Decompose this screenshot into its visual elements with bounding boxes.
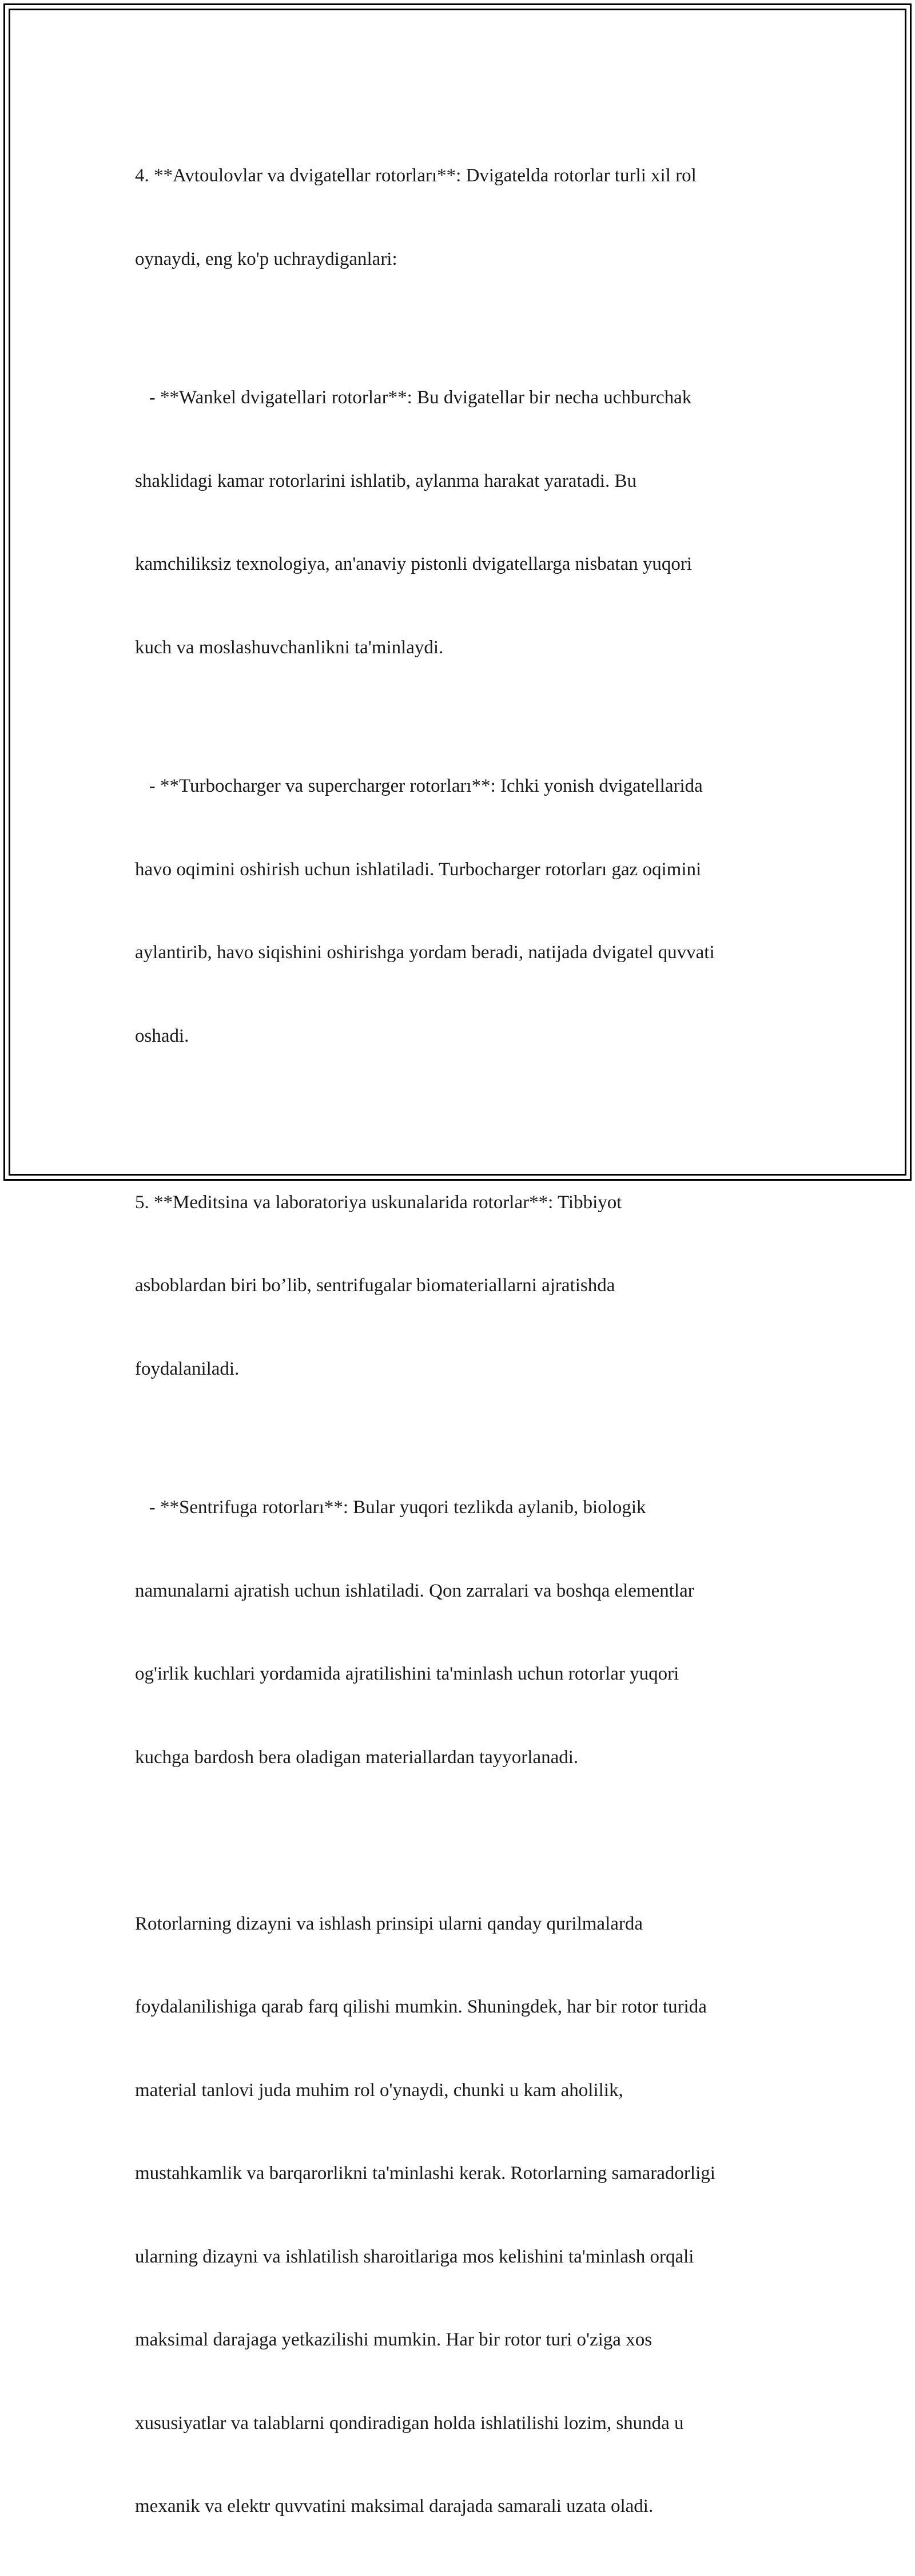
text-line: foydalaniladi. <box>135 1358 240 1379</box>
text-line: - **Wankel dvigatellari rotorlar**: Bu dvigatellar bir necha uchburchak <box>135 387 692 408</box>
text-line: maksimal darajaga yetkazilishi mumkin. Har bir rotor turi o'ziga xos <box>135 2329 653 2350</box>
text-line: oynaydi, eng ko'p uchraydiganlari: <box>135 248 397 269</box>
section-4-item-turbocharger <box>135 717 798 1105</box>
text-line: material tanlovi juda muhim rol o'ynaydi, chunki u kam aholilik, <box>135 2079 623 2101</box>
text-line: mexanik va elektr quvvatini maksimal darajada samarali uzata oladi. <box>135 2496 654 2517</box>
text-line: kuchga bardosh bera oladigan materiallardan tayyorlanadi. <box>135 1747 579 1768</box>
text-line: asboblardan biri bo’lib, sentrifugalar biomateriallarni ajratishda <box>135 1275 615 1296</box>
text-line: 4. **Avtoulovlar va dvigatellar rotorları**: Dvigatelda rotorlar turli xil rol <box>135 165 697 186</box>
text-line: oshadi. <box>135 1025 189 1046</box>
text-line: kamchiliksiz texnologiya, an'anaviy pistonli dvigatellarga nisbatan yuqori <box>135 554 693 574</box>
text-line: kuch va moslashuvchanlikni ta'minlaydi. <box>135 637 444 658</box>
text-line: shaklidagi kamar rotorlarini ishlatib, aylanma harakat yaratadi. Bu <box>135 470 636 491</box>
text-line: havo oqimini oshirish uchun ishlatiladi. Turbocharger rotorları gaz oqimini <box>135 859 702 880</box>
paragraph-gap <box>135 1827 798 1855</box>
conclusion-paragraph <box>135 1855 798 2576</box>
section-5-item-centrifuge <box>135 1438 798 1827</box>
text-line: foydalanilishiga qarab farq qilishi mumkin. Shuningdek, har bir rotor turida <box>135 1997 707 2017</box>
text-line: - **Sentrifuga rotorları**: Bular yuqori tezlikda aylanib, biologik <box>135 1497 646 1518</box>
text-line: og'irlik kuchlari yordamida ajratilishini ta'minlash uchun rotorlar yuqori <box>135 1664 679 1684</box>
text-line: mustahkamlik va barqarorlikni ta'minlashi kerak. Rotorlarning samaradorligi <box>135 2163 715 2184</box>
section-4-item-wankel <box>135 328 798 717</box>
text-line: - **Turbocharger va supercharger rotorları**: Ichki yonish dvigatellarida <box>135 776 703 796</box>
text-line: 5. **Meditsina va laboratoriya uskunalarida rotorlar**: Tibbiyot <box>135 1192 622 1213</box>
document-body <box>135 106 798 2576</box>
text-line: namunalarni ajratish uchun ishlatiladi. Qon zarralari va boshqa elementlar <box>135 1580 694 1601</box>
section-4-heading <box>135 106 798 328</box>
text-line: Rotorlarning dizayni va ishlash prinsipi ularni qanday qurilmalarda <box>135 1913 643 1934</box>
section-5-heading <box>135 1133 798 1439</box>
text-line: xususiyatlar va talablarni qondiradigan holda ishlatilishi lozim, shunda u <box>135 2412 684 2434</box>
text-line: ularning dizayni va ishlatilish sharoitlariga mos kelishini ta'minlash orqali <box>135 2246 694 2267</box>
paragraph-gap <box>135 1105 798 1133</box>
text-line: aylantirib, havo siqishini oshirishga yordam beradi, natijada dvigatel quvvati <box>135 942 715 963</box>
